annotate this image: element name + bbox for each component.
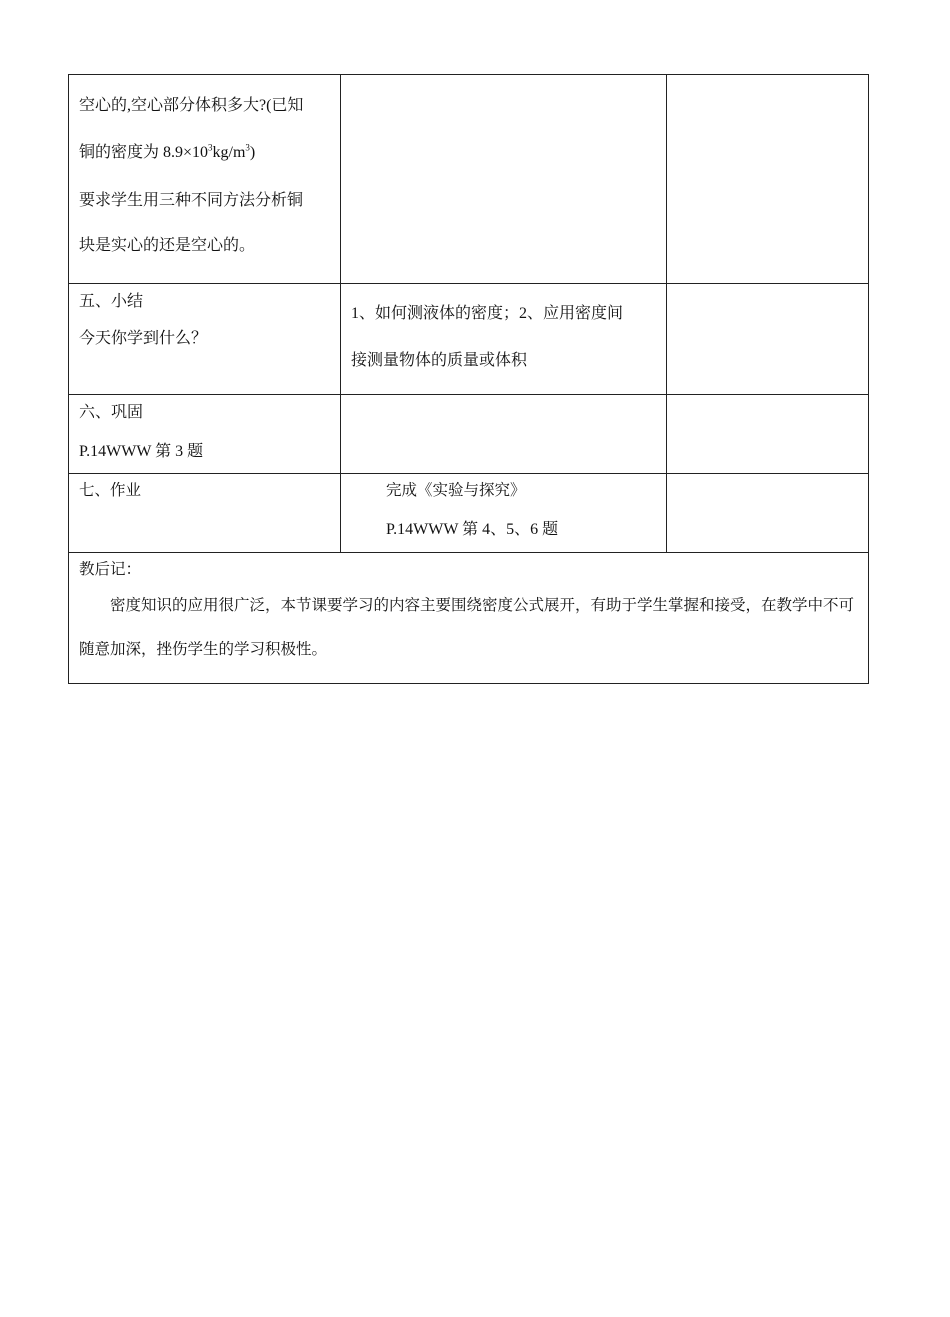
- summary-line-2: 接测量物体的质量或体积: [351, 352, 528, 369]
- homework-line-1: 完成《实验与探究》: [386, 481, 526, 499]
- table-row: [69, 75, 869, 284]
- summary-question: 今天你学到什么？: [79, 330, 208, 347]
- process-cell: [69, 75, 341, 284]
- consolidate-notes-cell: [667, 395, 869, 474]
- table-row: [69, 553, 869, 684]
- activity-cell: [341, 75, 667, 284]
- consolidate-activity-cell: [341, 395, 667, 474]
- summary-activity-cell: [341, 284, 667, 395]
- consolidate-text: P.14WWW 第 3 题: [79, 443, 204, 460]
- question-line-1: 空心的,空心部分体积多大?(已知: [79, 97, 304, 114]
- reflection-cell: [69, 553, 869, 684]
- lesson-plan-table: [68, 74, 869, 684]
- reflection-title: 教后记：: [79, 560, 142, 578]
- table-row: [69, 284, 869, 395]
- consolidate-heading: 六、巩固: [79, 404, 144, 421]
- question-line-4: 块是实心的还是空心的。: [79, 237, 256, 254]
- homework-notes-cell: [667, 474, 869, 553]
- question-line-3: 要求学生用三种不同方法分析铜: [79, 192, 304, 209]
- table-row: [69, 474, 869, 553]
- summary-cell: [69, 284, 341, 395]
- homework-activity-cell: [341, 474, 667, 553]
- summary-notes-cell: [667, 284, 869, 395]
- table-row: [69, 395, 869, 474]
- consolidate-cell: [69, 395, 341, 474]
- summary-heading: 五、小结: [79, 293, 144, 310]
- reflection-body: 密度知识的应用很广泛，本节课要学习的内容主要围绕密度公式展开，有助于学生掌握和接受，在教学中不可随意加深，挫伤学生的学习积极性。: [79, 596, 855, 658]
- homework-line-2: P.14WWW 第 4、5、6 题: [386, 521, 559, 538]
- question-line-2: 铜的密度为 $8.9\times 10^3kg/m^3$): [79, 142, 256, 161]
- homework-cell: [69, 474, 341, 553]
- summary-line-1: 1、如何测液体的密度；2、应用密度间: [351, 305, 624, 322]
- homework-heading: 七、作业: [79, 481, 142, 499]
- notes-cell: [667, 75, 869, 284]
